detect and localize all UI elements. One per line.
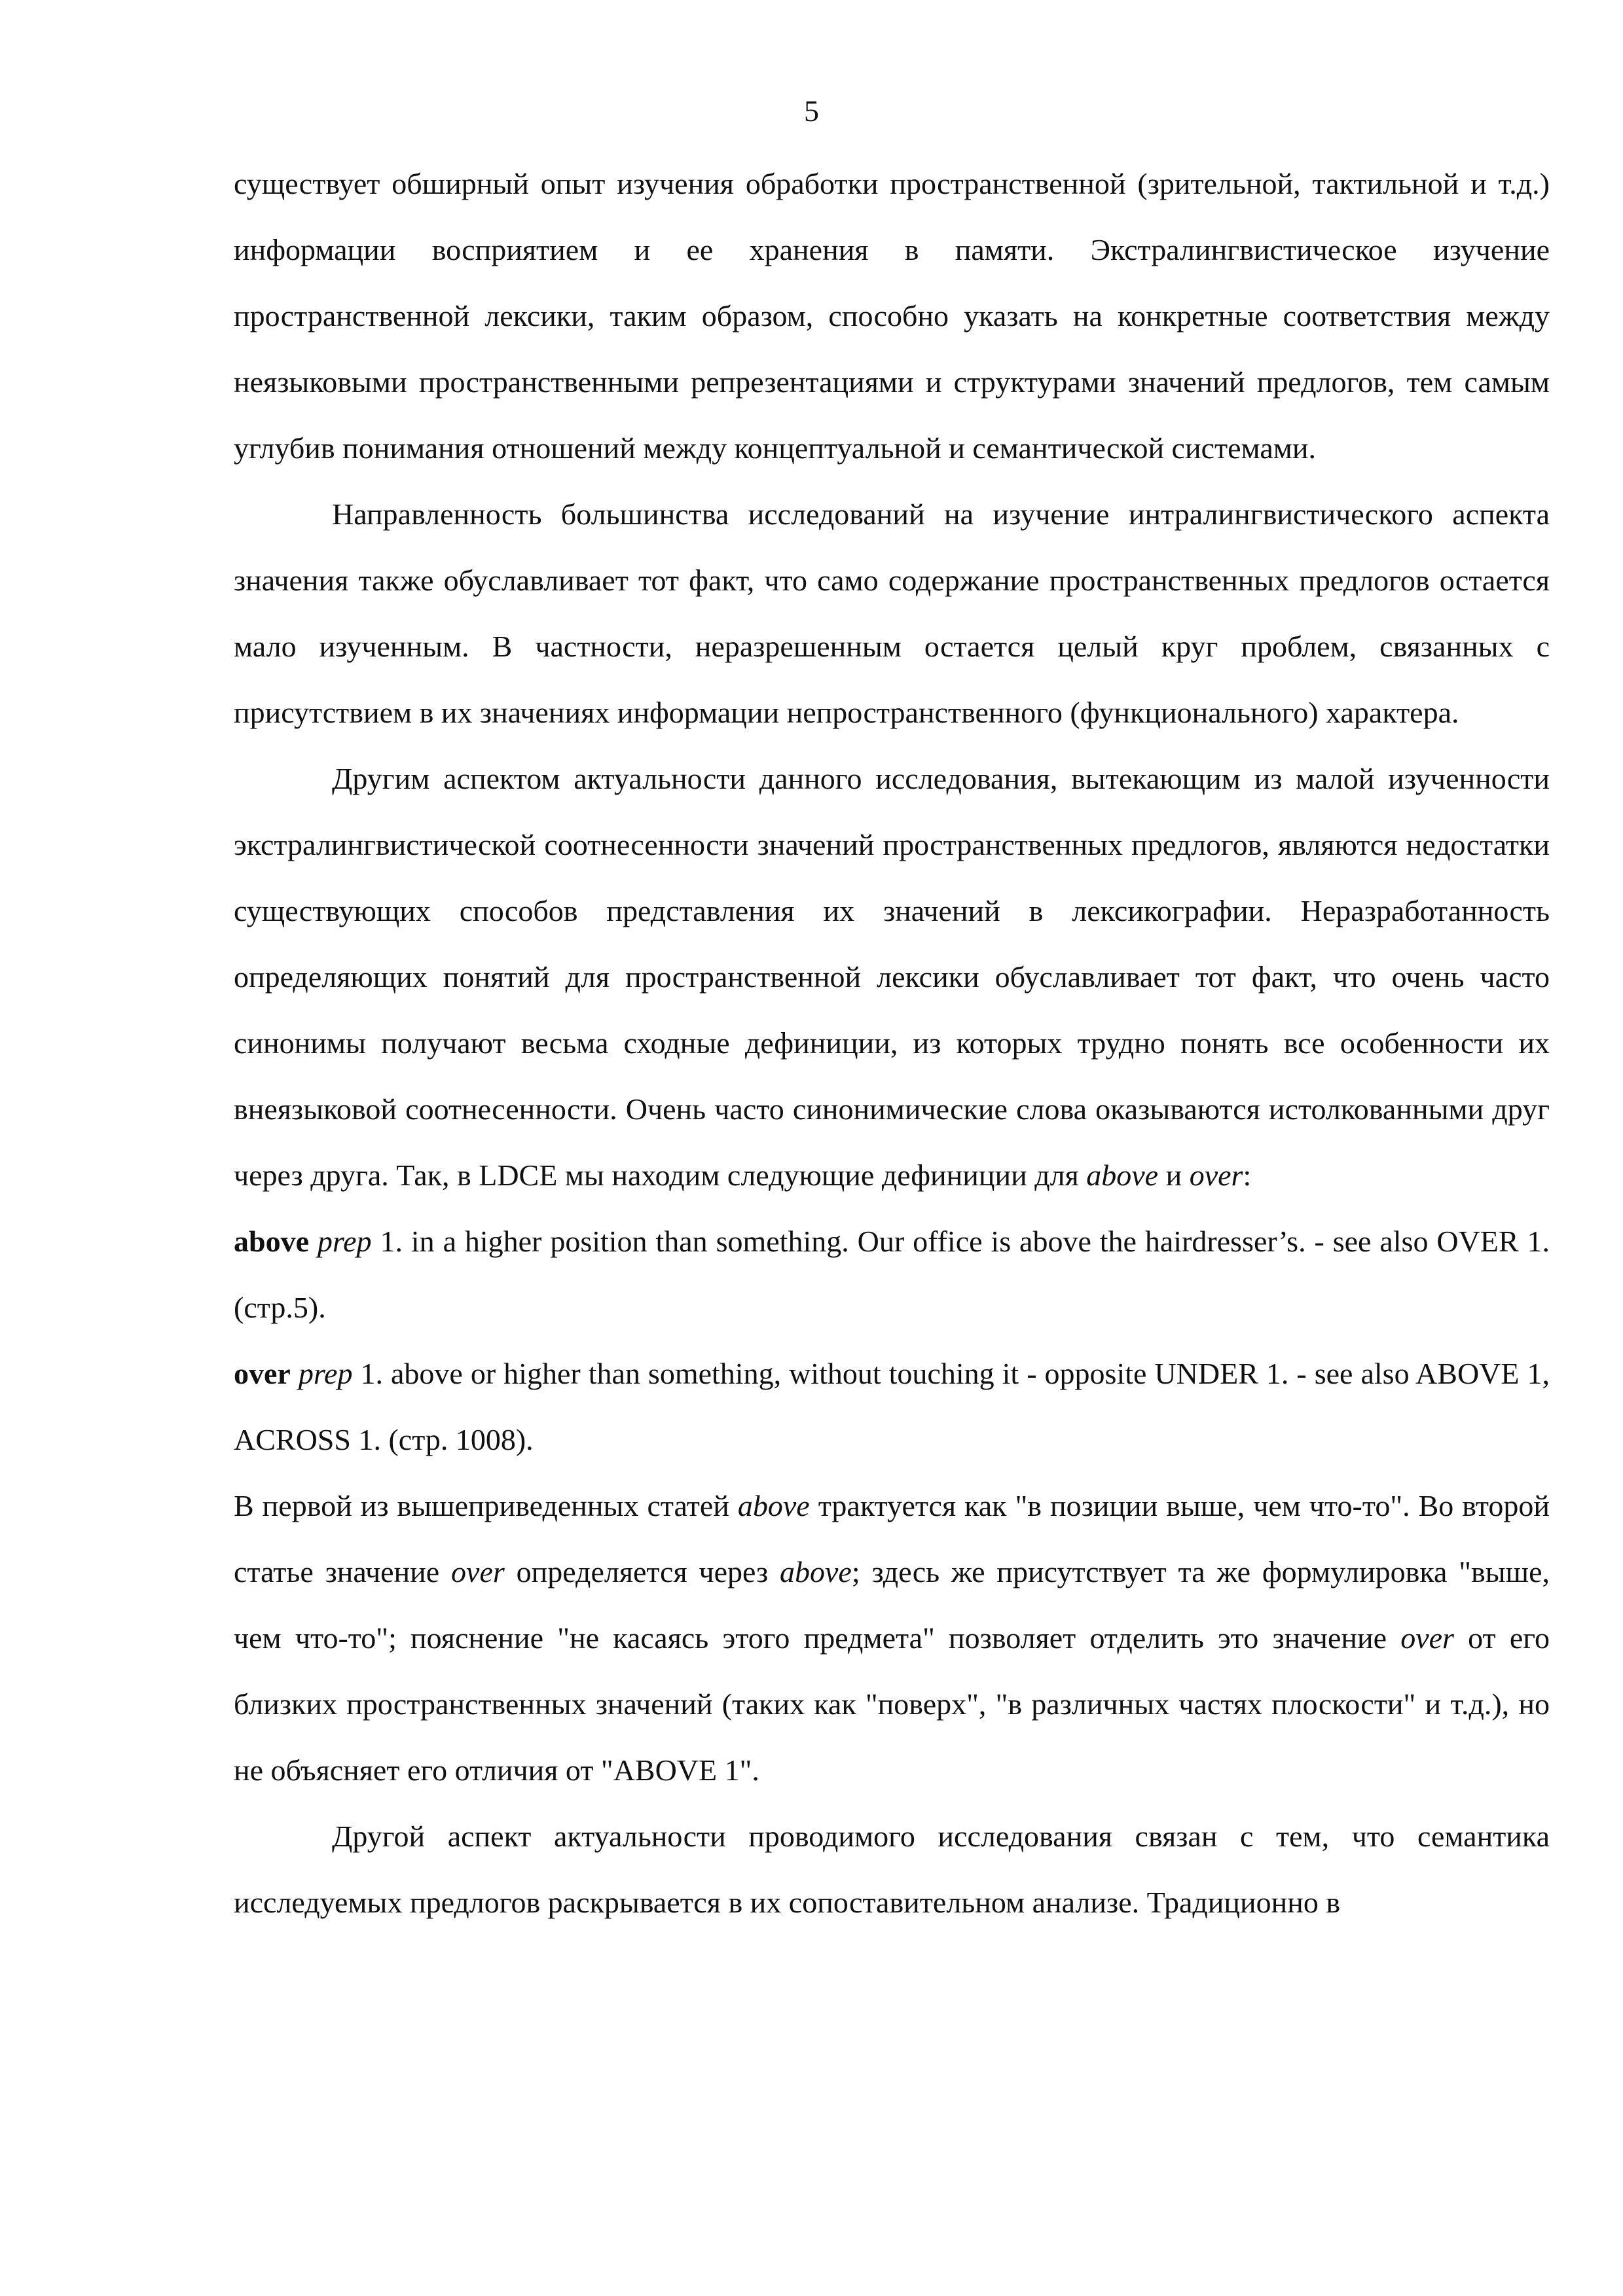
entry-definition: 1. in a higher position than something. Our office is above the hairdresser’s. - see also OVER 1. (стр.5). — [234, 1225, 1550, 1324]
dictionary-entry-over — [234, 1340, 1550, 1473]
entry-headword: above — [234, 1225, 309, 1258]
entry-definition: 1. above or higher than something, without touching it - opposite UNDER 1. - see also ABOVE 1, ACROSS 1. (стр. 1008). — [234, 1357, 1550, 1456]
paragraph-1: существует обширный опыт изучения обработки пространственной (зрительной, тактильной и т.д.) информации восприятием и ее хранения в памяти. Экстралингвистическое изучение пространственной лексики, таким образом, способно указать на конкретные соответствия между неязыковыми пространственными репрезентациями и структурами значений предлогов, тем самым углубив понимания отношений между концептуальной и семантической системами. — [234, 167, 1550, 465]
entry-part-of-speech: prep — [317, 1225, 372, 1258]
page-number: 5 — [804, 94, 819, 128]
paragraph-3 — [234, 745, 1550, 1208]
paragraph-4 — [234, 1473, 1550, 1803]
paragraph-4-text: В первой из вышеприведенных статей — [234, 1489, 738, 1522]
dictionary-entry-above — [234, 1208, 1550, 1340]
document-body — [234, 151, 1550, 1935]
paragraph-3-conjunction: и — [1158, 1158, 1190, 1192]
paragraph-5: Другой аспект актуальности проводимого исследования связан с тем, что семантика исследуемых предлогов раскрывается в их сопоставительном анализе. Традиционно в — [234, 1820, 1550, 1919]
paragraph-4-text: трактуется как "в позиции выше, чем что-то". Во второй статье значение — [234, 1489, 1550, 1588]
term-over: over — [1400, 1621, 1454, 1655]
term-over: over — [1189, 1158, 1243, 1192]
entry-part-of-speech: prep — [298, 1357, 353, 1390]
term-over: over — [451, 1555, 505, 1588]
paragraph-4-text: определяется через — [504, 1555, 780, 1588]
entry-headword: over — [234, 1357, 291, 1390]
paragraph-4-text: ; здесь же присутствует та же формулировка "выше, чем что-то"; пояснение "не касаясь этого предмета" позволяет отделить это значение — [234, 1555, 1550, 1655]
term-above: above — [1086, 1158, 1159, 1192]
paragraph-4-text: от его близких пространственных значений (таких как "поверх", "в различных частях плоскости" и т.д.), но не объясняет его отличия от "ABOVE 1". — [234, 1621, 1550, 1787]
paragraph-3-colon: : — [1243, 1158, 1252, 1192]
term-above: above — [737, 1489, 810, 1522]
paragraph-3-text: Другим аспектом актуальности данного исследования, вытекающим из малой изученности экстралингвистической соотнесенности значений пространственных предлогов, являются недостатки существующих способов представления их значений в лексикографии. Неразработанность определяющих понятий для пространственной лексики обуславливает тот факт, что очень часто синонимы получают весьма сходные дефиниции, из которых трудно понять все особенности их внеязыковой соотнесенности. Очень часто синонимические слова оказываются истолкованными друг через друга. Так, в LDCE мы находим следующие дефиниции для — [234, 762, 1550, 1192]
term-above: above — [780, 1555, 852, 1588]
paragraph-2: Направленность большинства исследований на изучение интралингвистического аспекта значения также обуславливает тот факт, что само содержание пространственных предлогов остается мало изученным. В частности, неразрешенным остается целый круг проблем, связанных с присутствием в их значениях информации непространственного (функционального) характера. — [234, 497, 1550, 729]
